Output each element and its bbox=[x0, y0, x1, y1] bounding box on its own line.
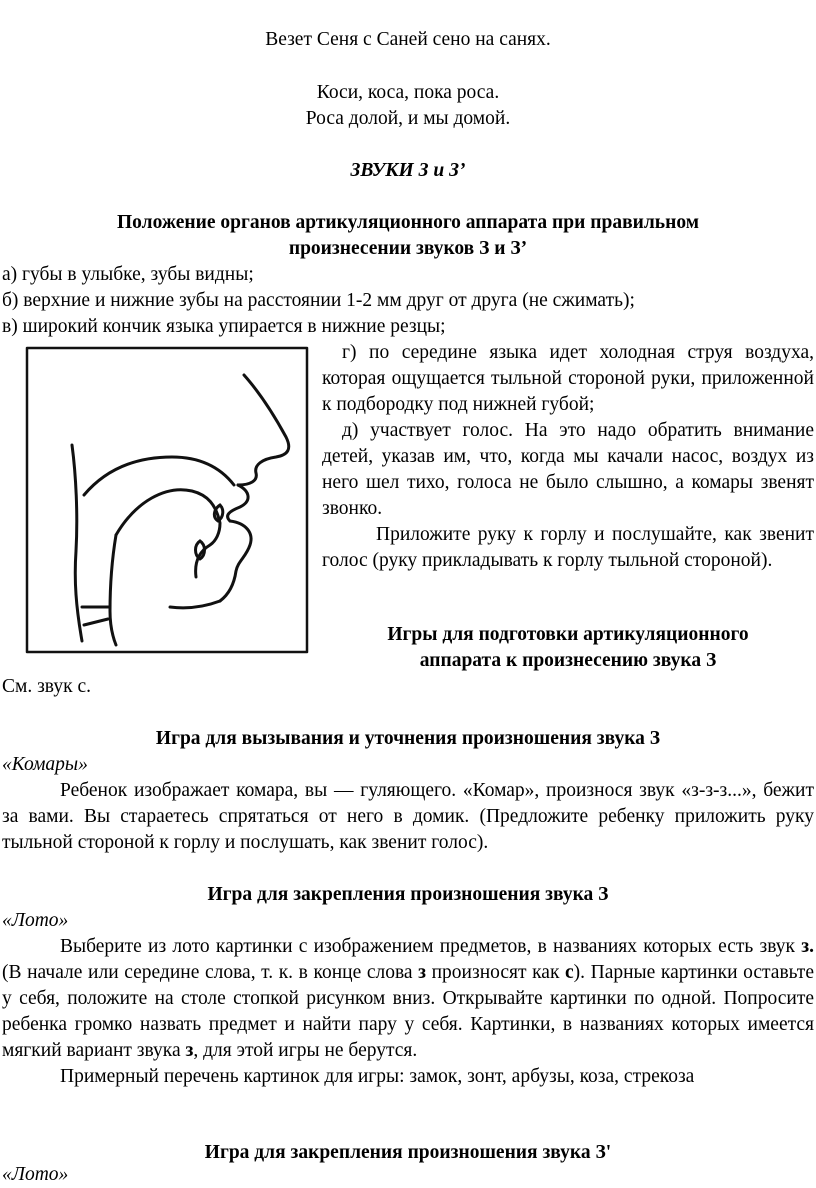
game2-picture-list: Примерный перечень картинок для игры: замок, зонт, арбузы, коза, стрекоза bbox=[60, 1066, 695, 1087]
articulation-item-a: а) губы в улыбке, зубы видны; bbox=[2, 264, 254, 285]
articulation-item-g: г) по середине языка идет холодная струя воздуха, которая ощущается тыльной стороной руки, приложенной к подбородку под нижней губой; bbox=[322, 342, 814, 415]
game3-name: «Лото» bbox=[2, 1164, 69, 1185]
game2-heading: Игра для закрепления произношения звука З bbox=[207, 884, 609, 905]
articulation-item-b: б) верхние и нижние зубы на расстоянии 1-2 мм друг от друга (не сжимать); bbox=[2, 290, 635, 311]
articulation-item-d: д) участвует голос. На это надо обратить внимание детей, указав им, что, когда мы качали насос, воздух из него шел тихо, голоса не было слышно, а комары звенят звонко. bbox=[322, 420, 814, 519]
game1-text-block bbox=[2, 778, 814, 856]
articulation-right-column bbox=[322, 340, 814, 574]
game2-text-part-4: ). Парные картинки оставьте у себя, положите на столе стопкой рисунком вниз. Открывайте картинки по одной. Попросите ребенка громко назвать предмет и найти пару у себя. Картинки, в названиях которых имеется мягкий вариант звука bbox=[2, 962, 814, 1061]
articulation-heading-line-2: произнесении звуков З и З’ bbox=[288, 238, 528, 259]
game2-text-block bbox=[2, 934, 814, 1090]
game2-name: «Лото» bbox=[2, 910, 69, 931]
game3-heading: Игра для закрепления произношения звука З' bbox=[204, 1142, 612, 1163]
game2-text-part-5: , для этой игры не берутся. bbox=[193, 1040, 418, 1061]
game2-text bbox=[2, 934, 814, 1064]
section-title: ЗВУКИ З и З’ bbox=[350, 160, 466, 181]
game2-bold-sound-2: з bbox=[418, 962, 427, 983]
verse-line-3: Роса долой, и мы домой. bbox=[305, 108, 511, 129]
game2-bold-sound-3: с bbox=[565, 962, 574, 983]
game2-text-part-1: Выберите из лото картинки с изображением предметов, в названиях которых есть звук bbox=[60, 936, 802, 957]
see-reference: См. звук с. bbox=[2, 676, 91, 697]
verse-line-1: Везет Сеня с Саней сено на санях. bbox=[265, 29, 551, 50]
game2-bold-sound-4: з bbox=[185, 1040, 194, 1061]
verse-line-2: Коси, коса, пока роса. bbox=[316, 82, 500, 103]
game2-bold-sound-1: з. bbox=[801, 936, 814, 957]
prep-games-heading-line-1: Игры для подготовки артикуляционного bbox=[387, 624, 749, 645]
articulation-heading-line-1: Положение органов артикуляционного аппарата при правильном bbox=[117, 212, 699, 233]
game2-text-part-3: произносят как bbox=[426, 962, 566, 983]
game2-text-part-2: (В начале или середине слова, т. к. в конце слова bbox=[2, 962, 419, 983]
articulation-profile-diagram-icon bbox=[24, 345, 310, 655]
game1-text: Ребенок изображает комара, вы — гуляющего. «Комар», произнося звук «з-з-з...», бежит за вами. Вы стараетесь спрятаться от него в домик. (Предложите ребенку приложить руку тыльной стороной к горлу и послушать, как звенит голос). bbox=[2, 780, 814, 853]
hand-note: Приложите руку к горлу и послушайте, как звенит голос (руку прикладывать к горлу тыльной стороной). bbox=[322, 524, 814, 571]
prep-games-heading-line-2: аппарата к произнесению звука З bbox=[419, 650, 717, 671]
articulation-item-c: в) широкий кончик языка упирается в нижние резцы; bbox=[2, 316, 446, 337]
game1-name: «Комары» bbox=[2, 754, 88, 775]
game1-heading: Игра для вызывания и уточнения произношения звука З bbox=[155, 728, 661, 749]
